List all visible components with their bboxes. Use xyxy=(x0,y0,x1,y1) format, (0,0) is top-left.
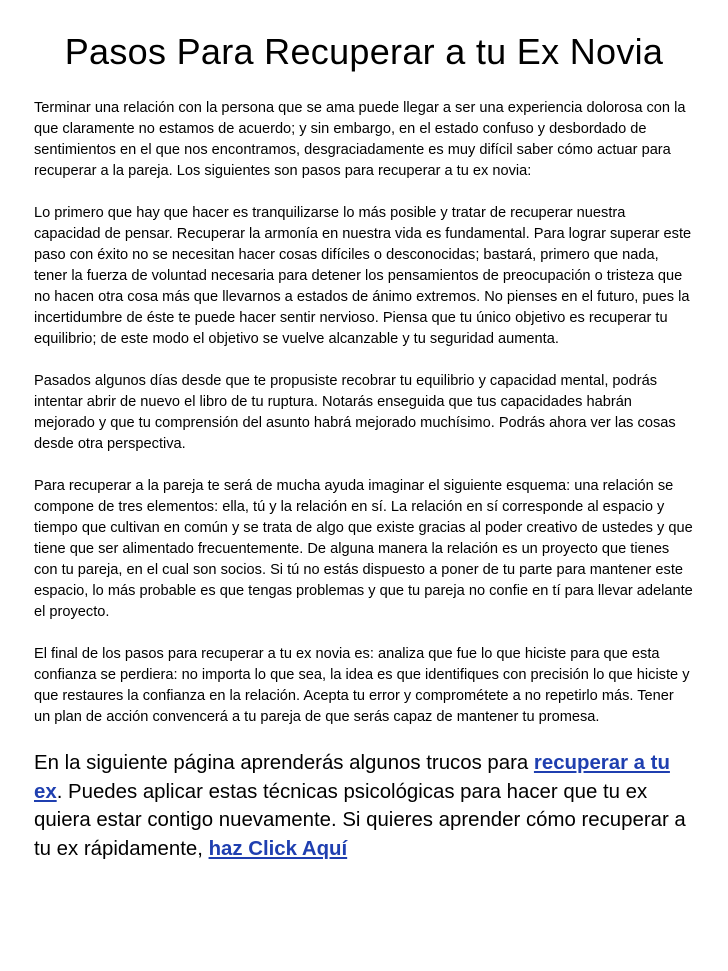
recuperar-ex-link[interactable]: recuperar a tu ex xyxy=(34,752,670,803)
closing-paragraph xyxy=(34,749,694,863)
paragraph-5: El final de los pasos para recuperar a tu ex novia es: analiza que fue lo que hiciste para que esta confianza se perdiera: no importa lo que sea, la idea es que identifiques con precisión lo que hiciste y que restaures la confianza en la relación. Acepta tu error y comprométete a no repetirlo más. Tener un plan de acción convencerá a tu pareja de que serás capaz de mantener tu promesa. xyxy=(34,646,690,725)
page-title: Pasos Para Recuperar a tu Ex Novia xyxy=(64,31,664,72)
haz-click-aqui-link[interactable]: haz Click Aquí xyxy=(208,837,348,860)
closing-text-start: En la siguiente página aprenderás algunos trucos para xyxy=(34,752,534,774)
closing-text-middle: . Puedes aplicar estas técnicas psicológicas para hacer que tu ex quiera estar contigo nuevamente. Si quieres aprender cómo recuperar a tu ex rápidamente, xyxy=(34,780,686,860)
paragraph-3: Pasados algunos días desde que te propusiste recobrar tu equilibrio y capacidad mental, podrás intentar abrir de nuevo el libro de tu ruptura. Notarás enseguida que tus capacidades habrán mejorado y que tu comprensión del asunto habrá mejorado muchísimo. Podrás ahora ver las cosas desde otra perspectiva. xyxy=(34,373,676,452)
article-body xyxy=(34,98,694,863)
paragraph-2: Lo primero que hay que hacer es tranquilizarse lo más posible y tratar de recuperar nuestra capacidad de pensar. Recuperar la armonía en nuestra vida es fundamental. Para lograr superar este paso con éxito no se necesitan hacer cosas difíciles o desconocidas; bastará, primero que nada, tener la fuerza de voluntad necesaria para detener los pensamientos de preocupación o tristeza que no hacen otra cosa más que llevarnos a estados de ánimo extremos. No pienses en el futuro, pues la incertidumbre de éste te puede hacer sentir nervioso. Piensa que tu único objetivo es recuperar tu equilibrio; de este modo el objetivo se vuelve alcanzable y tu seguridad aumenta. xyxy=(34,205,692,347)
paragraph-1: Terminar una relación con la persona que se ama puede llegar a ser una experiencia dolorosa con la que claramente no estamos de acuerdo; y sin embargo, en el estado confuso y desbordado de sentimientos en el que nos encontramos, desgraciadamente es muy difícil saber cómo actuar para recuperar a la pareja. Los siguientes son pasos para recuperar a tu ex novia: xyxy=(34,100,686,179)
paragraph-4: Para recuperar a la pareja te será de mucha ayuda imaginar el siguiente esquema: una relación se compone de tres elementos: ella, tú y la relación en sí. La relación en sí corresponde al espacio y tiempo que cultivan en común y se trata de algo que existe gracias al poder creativo de ustedes y que tiene que ser alimentado frecuentemente. De alguna manera la relación es un proyecto que tienes con tu pareja, en el cual son socios. Si tú no estás dispuesto a poner de tu parte para mantener este espacio, lo más probable es que tengas problemas y que tu pareja no confie en tí para llevar adelante el proyecto. xyxy=(34,478,693,620)
